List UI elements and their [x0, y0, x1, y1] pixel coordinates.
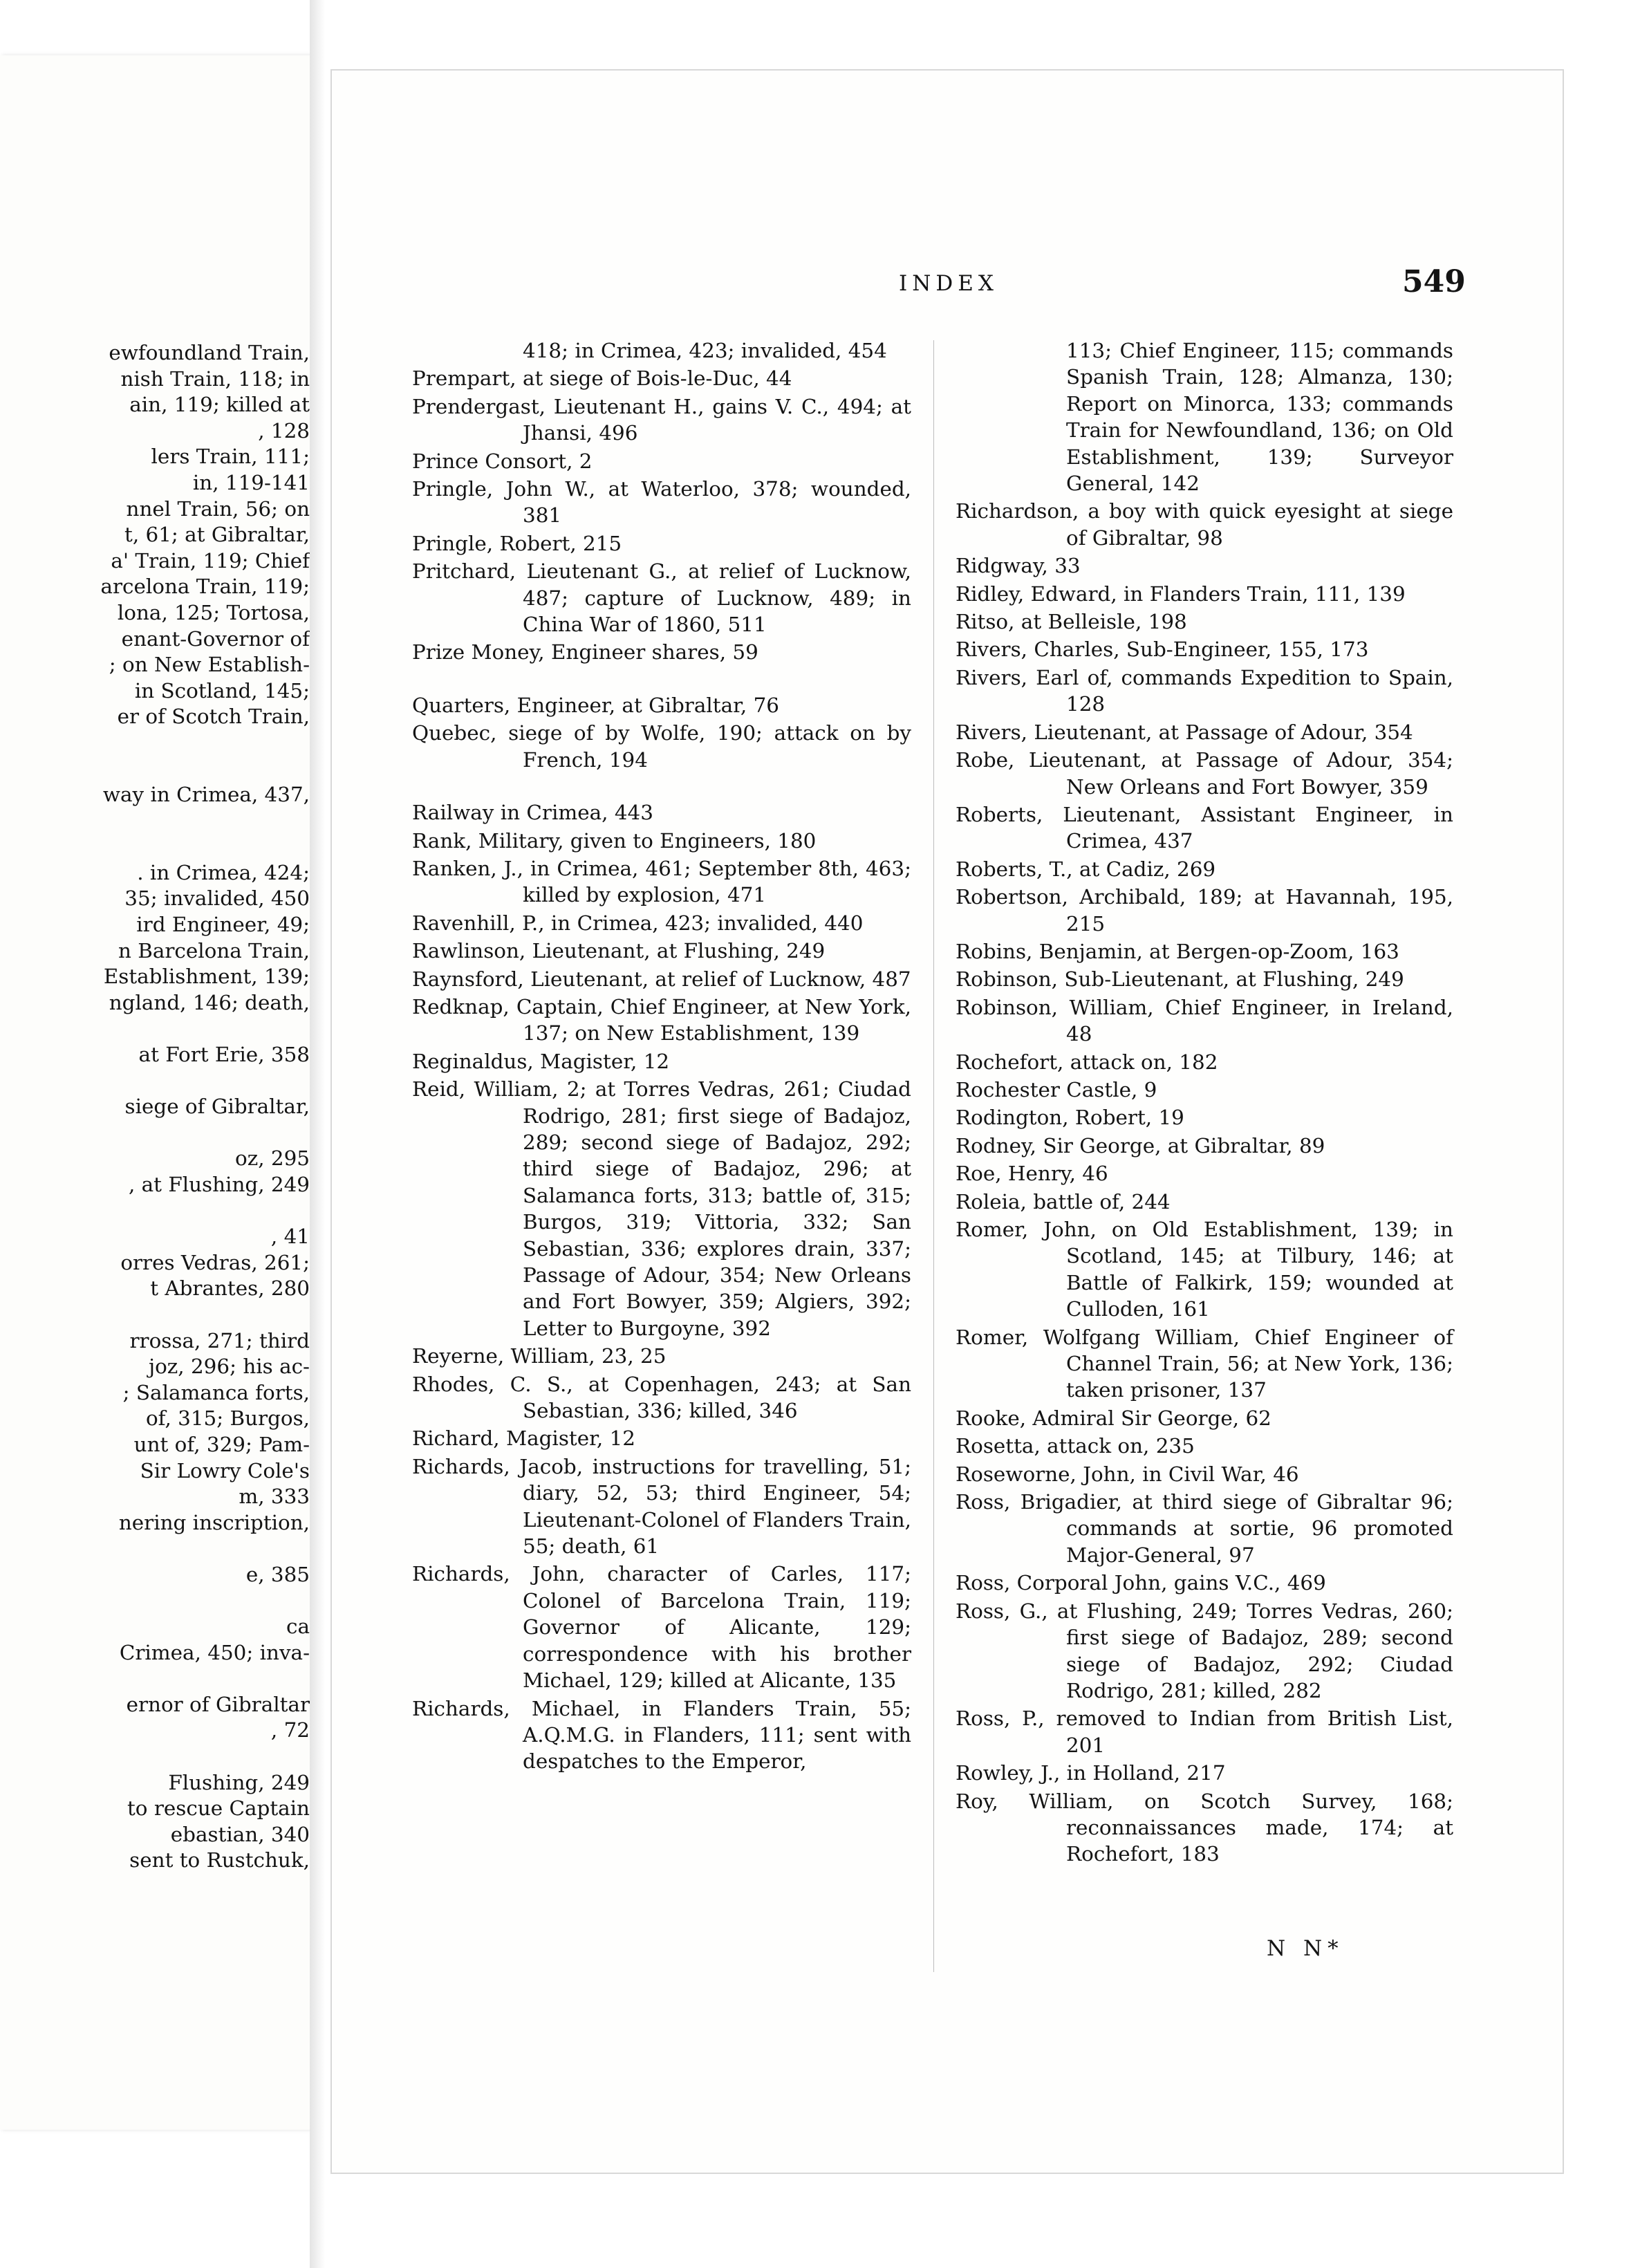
- facing-page-line: a' Train, 119; Chief: [111, 548, 310, 573]
- index-entry: Quarters, Engineer, at Gibraltar, 76: [412, 693, 780, 717]
- index-entry: Ridgway, 33: [956, 554, 1081, 578]
- index-entry: Rivers, Earl of, commands Expedition to Spain, 128: [956, 665, 1453, 716]
- facing-page-line: t, 61; at Gibraltar,: [124, 523, 310, 547]
- index-entry: Roleia, battle of, 244: [956, 1189, 1171, 1214]
- facing-page-blank-line: [0, 808, 310, 835]
- facing-page-line: to rescue Captain: [127, 1796, 310, 1821]
- index-entry: Prendergast, Lieutenant H., gains V. C., 494; at Jhansi, 496: [412, 394, 911, 445]
- index-entry: Reginaldus, Magister, 12: [412, 1049, 670, 1073]
- index-entry: Rhodes, C. S., at Copenhagen, 243; at San Sebastian, 336; killed, 346: [412, 1372, 911, 1423]
- facing-page-line: er of Scotch Train,: [117, 705, 310, 729]
- index-entry: Prempart, at siege of Bois-le-Duc, 44: [412, 366, 792, 391]
- facing-page-line: rrossa, 271; third: [129, 1328, 310, 1353]
- facing-page-line: , at Flushing, 249: [128, 1173, 310, 1196]
- running-head: INDEX: [899, 271, 998, 296]
- index-entry: Robins, Benjamin, at Bergen-op-Zoom, 163: [956, 939, 1399, 963]
- index-entry: Ross, P., removed to Indian from British List, 201: [956, 1707, 1453, 1757]
- index-entry: Ross, Corporal John, gains V.C., 469: [956, 1571, 1326, 1595]
- index-column-right: [956, 337, 1453, 1868]
- facing-page-line: n Barcelona Train,: [118, 938, 310, 963]
- facing-page-line: ca: [286, 1615, 310, 1639]
- facing-page-line: m, 333: [239, 1485, 310, 1509]
- facing-page-line: lers Train, 111;: [151, 445, 310, 469]
- index-entry: Redknap, Captain, Chief Engineer, at New York, 137; on New Establishment, 139: [412, 994, 911, 1045]
- facing-page-blank-line: [0, 1302, 310, 1328]
- index-entry: Rivers, Lieutenant, at Passage of Adour, 354: [956, 720, 1413, 744]
- facing-page-line: Crimea, 450; inva-: [119, 1640, 310, 1664]
- index-entry: Rawlinson, Lieutenant, at Flushing, 249: [412, 939, 826, 963]
- index-entry: Quebec, siege of by Wolfe, 190; attack on by French, 194: [412, 721, 911, 772]
- facing-page-blank-line: [0, 1666, 310, 1692]
- facing-page-line: in, 119-141: [192, 470, 310, 494]
- index-entry: Pritchard, Lieutenant G., at relief of Lucknow, 487; capture of Lucknow, 489; in China War of 1860, 511: [412, 559, 911, 637]
- index-entry: Ravenhill, P., in Crimea, 423; invalided, 440: [412, 911, 864, 935]
- facing-page-line: Flushing, 249: [168, 1770, 310, 1794]
- facing-page-line: ird Engineer, 49;: [136, 913, 310, 937]
- facing-page-line: oz, 295: [235, 1146, 310, 1171]
- facing-page-line: ngland, 146; death,: [109, 990, 310, 1014]
- page-number: 549: [1402, 264, 1466, 299]
- facing-page-blank-line: [0, 1198, 310, 1225]
- index-entry: Prince Consort, 2: [412, 449, 593, 473]
- index-entry: Rodington, Robert, 19: [956, 1106, 1184, 1130]
- index-entry: Rooke, Admiral Sir George, 62: [956, 1406, 1271, 1430]
- index-entry: Richards, Jacob, instructions for travelling, 51; diary, 52, 53; third Engineer, 54; Lieutenant-Colonel of Flanders Train, 55; death, 61: [412, 1454, 911, 1559]
- facing-page-blank-line: [0, 1016, 310, 1042]
- facing-page-line: in Scotland, 145;: [134, 678, 310, 703]
- facing-page-line: enant-Governor of: [121, 626, 310, 651]
- facing-page-blank-line: [0, 1120, 310, 1146]
- facing-page-line: nering inscription,: [118, 1510, 310, 1534]
- index-entry: Ross, Brigadier, at third siege of Gibraltar 96; commands at sortie, 96 promoted Major-General, 97: [956, 1490, 1453, 1567]
- signature-mark: N N*: [1267, 1936, 1344, 1961]
- facing-page-blank-line: [0, 1744, 310, 1770]
- facing-page-line: sent to Rustchuk,: [129, 1848, 310, 1872]
- facing-page-line: ; on New Establish-: [109, 653, 310, 677]
- index-entry: Ridley, Edward, in Flanders Train, 111, 139: [956, 582, 1406, 606]
- facing-page-line: unt of, 329; Pam-: [133, 1432, 310, 1456]
- facing-page-line: ernor of Gibraltar: [126, 1692, 310, 1716]
- index-entry: Rivers, Charles, Sub-Engineer, 155, 173: [956, 638, 1369, 662]
- index-entry: Richardson, a boy with quick eyesight at siege of Gibraltar, 98: [956, 499, 1453, 550]
- index-entry: Richards, Michael, in Flanders Train, 55; A.Q.M.G. in Flanders, 111; sent with despatches to the Emperor,: [412, 1696, 911, 1774]
- facing-page-line: of, 315; Burgos,: [145, 1406, 310, 1431]
- index-entry: Railway in Crimea, 443: [412, 801, 653, 825]
- index-entry: Ranken, J., in Crimea, 461; September 8th, 463; killed by explosion, 471: [412, 856, 911, 907]
- facing-page-line: way in Crimea, 437,: [102, 783, 310, 807]
- index-entry: Rodney, Sir George, at Gibraltar, 89: [956, 1133, 1325, 1158]
- index-entry: Roseworne, John, in Civil War, 46: [956, 1462, 1299, 1486]
- index-entry: Rochester Castle, 9: [956, 1077, 1157, 1102]
- index-entry: Roberts, T., at Cadiz, 269: [956, 857, 1216, 881]
- facing-page-line: arcelona Train, 119;: [100, 575, 310, 599]
- index-entry: Robe, Lieutenant, at Passage of Adour, 354; New Orleans and Fort Bowyer, 359: [956, 748, 1453, 799]
- facing-page-line: ; Salamanca forts,: [122, 1380, 310, 1404]
- facing-page-line: 35; invalided, 450: [124, 886, 310, 911]
- facing-page-line: nnel Train, 56; on: [126, 496, 310, 521]
- index-entry: Robinson, Sub-Lieutenant, at Flushing, 249: [956, 967, 1404, 992]
- index-entry-continued: 418; in Crimea, 423; invalided, 454: [523, 339, 887, 362]
- facing-page-line: , 41: [270, 1225, 310, 1249]
- facing-page-text: [0, 340, 310, 1874]
- facing-page-blank-line: [0, 730, 310, 756]
- index-entry: Pringle, Robert, 215: [412, 531, 622, 555]
- index-entry: Prize Money, Engineer shares, 59: [412, 640, 758, 664]
- facing-page-line: . in Crimea, 424;: [137, 860, 310, 884]
- facing-page-line: Sir Lowry Cole's: [140, 1458, 310, 1482]
- facing-page-blank-line: [0, 756, 310, 783]
- index-entry: Richard, Magister, 12: [412, 1426, 636, 1451]
- index-entry: Rosetta, attack on, 235: [956, 1434, 1195, 1458]
- index-entry: Reyerne, William, 23, 25: [412, 1344, 667, 1368]
- facing-page-line: ebastian, 340: [170, 1822, 310, 1846]
- index-entry: Rochefort, attack on, 182: [956, 1050, 1218, 1074]
- facing-page: [0, 55, 311, 2130]
- index-entry: Rowley, J., in Holland, 217: [956, 1761, 1226, 1785]
- index-entry: Pringle, John W., at Waterloo, 378; wounded, 381: [412, 477, 911, 528]
- index-entry: Richards, John, character of Carles, 117; Colonel of Barcelona Train, 119; Governor of Alicante, 129; correspondence with his brother Michael, 129; killed at Alicante, 135: [412, 1562, 911, 1693]
- index-entry: Ritso, at Belleisle, 198: [956, 610, 1187, 634]
- facing-page-line: at Fort Erie, 358: [138, 1043, 310, 1067]
- index-entry: Roberts, Lieutenant, Assistant Engineer, in Crimea, 437: [956, 802, 1453, 853]
- facing-page-line: e, 385: [245, 1562, 310, 1586]
- facing-page-blank-line: [0, 1068, 310, 1095]
- facing-page-line: Establishment, 139;: [103, 965, 310, 989]
- index-entry: Reid, William, 2; at Torres Vedras, 261; Ciudad Rodrigo, 281; first siege of Badajoz, 289; second siege of Badajoz, 292; third siege of Badajoz, 296; at Salamanca forts, 313; battle of, 315; Burgos, 319; Vittoria, 332; San Sebastian, 336; explores drain, 337; Passage of Adour, 354; New Orleans and Fort Bowyer, 359; Algiers, 392; Letter to Burgoyne, 392: [412, 1077, 911, 1340]
- column-divider: [933, 340, 934, 1972]
- index-entry: Roy, William, on Scotch Survey, 168; reconnaissances made, 174; at Rochefort, 183: [956, 1789, 1453, 1866]
- facing-page-line: ain, 119; killed at: [129, 393, 310, 417]
- facing-page-blank-line: [0, 834, 310, 860]
- facing-page-line: , 72: [270, 1718, 310, 1742]
- facing-page-line: orres Vedras, 261;: [120, 1250, 310, 1274]
- facing-page-blank-line: [0, 1536, 310, 1562]
- book-gutter: [310, 0, 325, 2268]
- facing-page-line: nish Train, 118; in: [120, 366, 310, 391]
- facing-page-line: lona, 125; Tortosa,: [117, 600, 310, 624]
- index-entry: Raynsford, Lieutenant, at relief of Lucknow, 487: [412, 967, 911, 991]
- index-column-left: [412, 337, 911, 1775]
- index-entry: Romer, Wolfgang William, Chief Engineer of Channel Train, 56; at New York, 136; taken prisoner, 137: [956, 1325, 1453, 1402]
- index-entry: Rank, Military, given to Engineers, 180: [412, 828, 817, 853]
- index-entry: Ross, G., at Flushing, 249; Torres Vedras, 260; first siege of Badajoz, 289; second siege of Badajoz, 292; Ciudad Rodrigo, 281; killed, 282: [956, 1599, 1453, 1702]
- facing-page-line: joz, 296; his ac-: [149, 1355, 310, 1379]
- facing-page-line: siege of Gibraltar,: [124, 1095, 310, 1119]
- index-entry: Robertson, Archibald, 189; at Havannah, 195, 215: [956, 885, 1453, 936]
- index-entry: Romer, John, on Old Establishment, 139; in Scotland, 145; at Tilbury, 146; at Battle of Falkirk, 159; wounded at Culloden, 161: [956, 1218, 1453, 1321]
- facing-page-line: ewfoundland Train,: [109, 341, 310, 364]
- index-entry: Roe, Henry, 46: [956, 1162, 1108, 1186]
- facing-page-blank-line: [0, 1588, 310, 1615]
- index-entry: Robinson, William, Chief Engineer, in Ireland, 48: [956, 995, 1453, 1046]
- facing-page-line: , 128: [258, 418, 310, 443]
- index-entry-continued: 113; Chief Engineer, 115; commands Spanish Train, 128; Almanza, 130; Report on Minorca, 133; commands Train for Newfoundland, 136; on Old Establishment, 139; Surveyor General, 142: [1066, 339, 1453, 496]
- facing-page-line: t Abrantes, 280: [150, 1276, 310, 1301]
